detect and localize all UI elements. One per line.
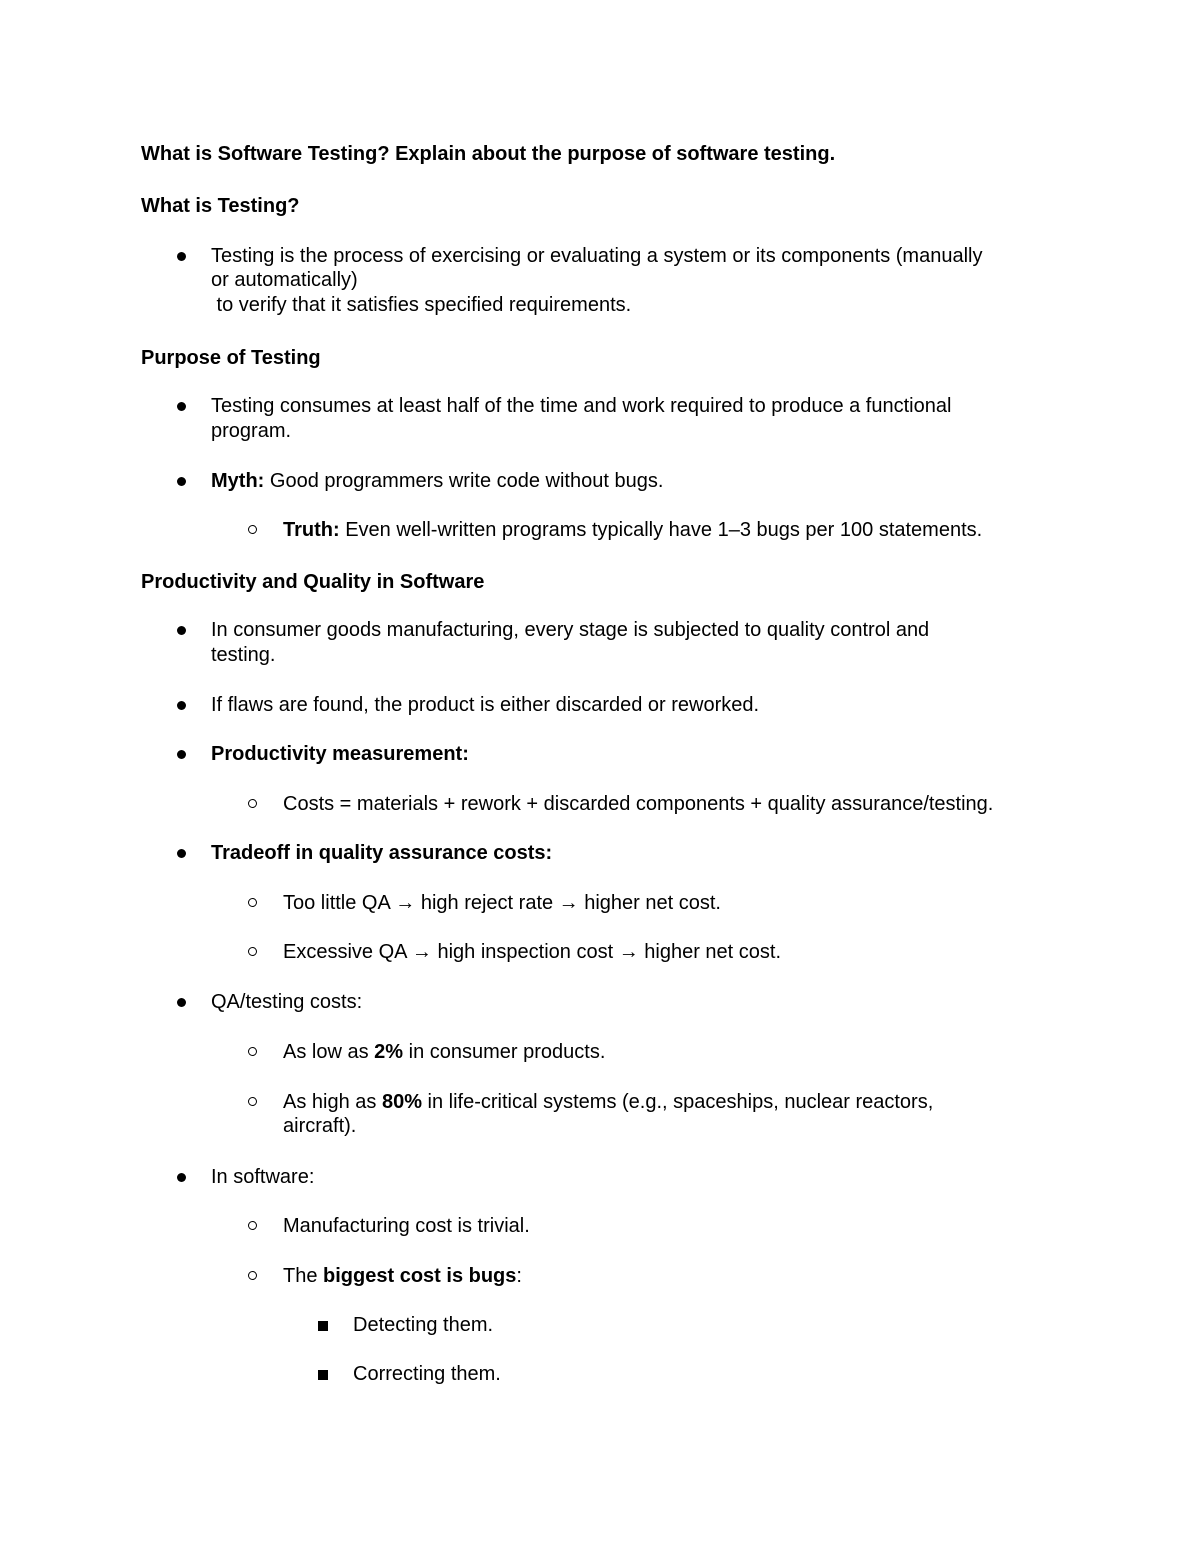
list-item-text: to verify that it satisfies specified requirements.: [211, 294, 632, 316]
bullet-dot-icon: [177, 402, 186, 411]
list-item-text: Too little QA → high reject rate → higher net cost.: [283, 892, 721, 914]
bullet-dot-icon: [177, 1173, 186, 1182]
list-item-myth: [211, 469, 663, 493]
document-title: What is Software Testing? Explain about the purpose of software testing.: [141, 143, 836, 165]
list-item-text: Excessive QA → high inspection cost → higher net cost.: [283, 941, 782, 963]
bullet-dot-icon: [177, 750, 186, 759]
text-run: in consumer products.: [403, 1041, 606, 1063]
list-item-low-cost: [283, 1040, 605, 1064]
list-item-text: Correcting them.: [353, 1363, 501, 1385]
myth-label: Myth:: [211, 470, 265, 492]
text-run: :: [516, 1265, 522, 1287]
list-item-high-cost: [283, 1090, 933, 1114]
bullet-circle-icon: [248, 799, 257, 808]
text-run: in life-critical systems (e.g., spaceships, nuclear reactors,: [421, 1091, 934, 1113]
bullet-circle-icon: [248, 1047, 257, 1056]
bullet-square-icon: [318, 1370, 328, 1380]
bullet-circle-icon: [248, 898, 257, 907]
bullet-square-icon: [318, 1321, 328, 1331]
list-item-text: aircraft).: [283, 1115, 357, 1137]
truth-label: Truth:: [283, 519, 340, 541]
bullet-circle-icon: [248, 525, 257, 534]
list-item-biggest-cost: [283, 1264, 522, 1288]
truth-text: Even well-written programs typically have 1–3 bugs per 100 statements.: [339, 519, 983, 541]
list-item-text: If flaws are found, the product is either discarded or reworked.: [211, 694, 760, 716]
list-item-text: Testing is the process of exercising or evaluating a system or its components (manually: [211, 245, 983, 267]
bullet-dot-icon: [177, 998, 186, 1007]
bullet-dot-icon: [177, 701, 186, 710]
list-item-text: or automatically): [211, 269, 358, 291]
text-run-bold: 2%: [374, 1041, 404, 1063]
bullet-dot-icon: [177, 252, 186, 261]
list-item-tradeoff-label: Tradeoff in quality assurance costs:: [211, 842, 553, 864]
list-item-truth: [283, 518, 982, 542]
bullet-circle-icon: [248, 947, 257, 956]
myth-text: Good programmers write code without bugs.: [264, 470, 664, 492]
bullet-circle-icon: [248, 1271, 257, 1280]
section-heading-productivity: Productivity and Quality in Software: [141, 571, 485, 593]
list-item-text: Testing consumes at least half of the time and work required to produce a functional: [211, 395, 952, 417]
section-heading-what-is-testing: What is Testing?: [141, 195, 300, 217]
bullet-dot-icon: [177, 626, 186, 635]
bullet-circle-icon: [248, 1221, 257, 1230]
text-run: As high as: [283, 1091, 382, 1113]
list-item-text: program.: [211, 420, 292, 442]
list-item-text: testing.: [211, 644, 276, 666]
list-item-text: Costs = materials + rework + discarded components + quality assurance/testing.: [283, 793, 994, 815]
text-run-bold: 80%: [381, 1091, 422, 1113]
list-item-productivity-label: Productivity measurement:: [211, 743, 469, 765]
list-item-text: Manufacturing cost is trivial.: [283, 1215, 530, 1237]
bullet-circle-icon: [248, 1097, 257, 1106]
bullet-dot-icon: [177, 849, 186, 858]
section-heading-purpose: Purpose of Testing: [141, 347, 321, 369]
text-run: The: [283, 1265, 324, 1287]
bullet-dot-icon: [177, 477, 186, 486]
list-item-text: Detecting them.: [353, 1314, 494, 1336]
list-item-text: In consumer goods manufacturing, every stage is subjected to quality control and: [211, 619, 930, 641]
text-run: As low as: [283, 1041, 375, 1063]
list-item-text: QA/testing costs:: [211, 991, 363, 1013]
list-item-text: In software:: [211, 1166, 315, 1188]
text-run-bold: biggest cost is bugs: [323, 1265, 517, 1287]
